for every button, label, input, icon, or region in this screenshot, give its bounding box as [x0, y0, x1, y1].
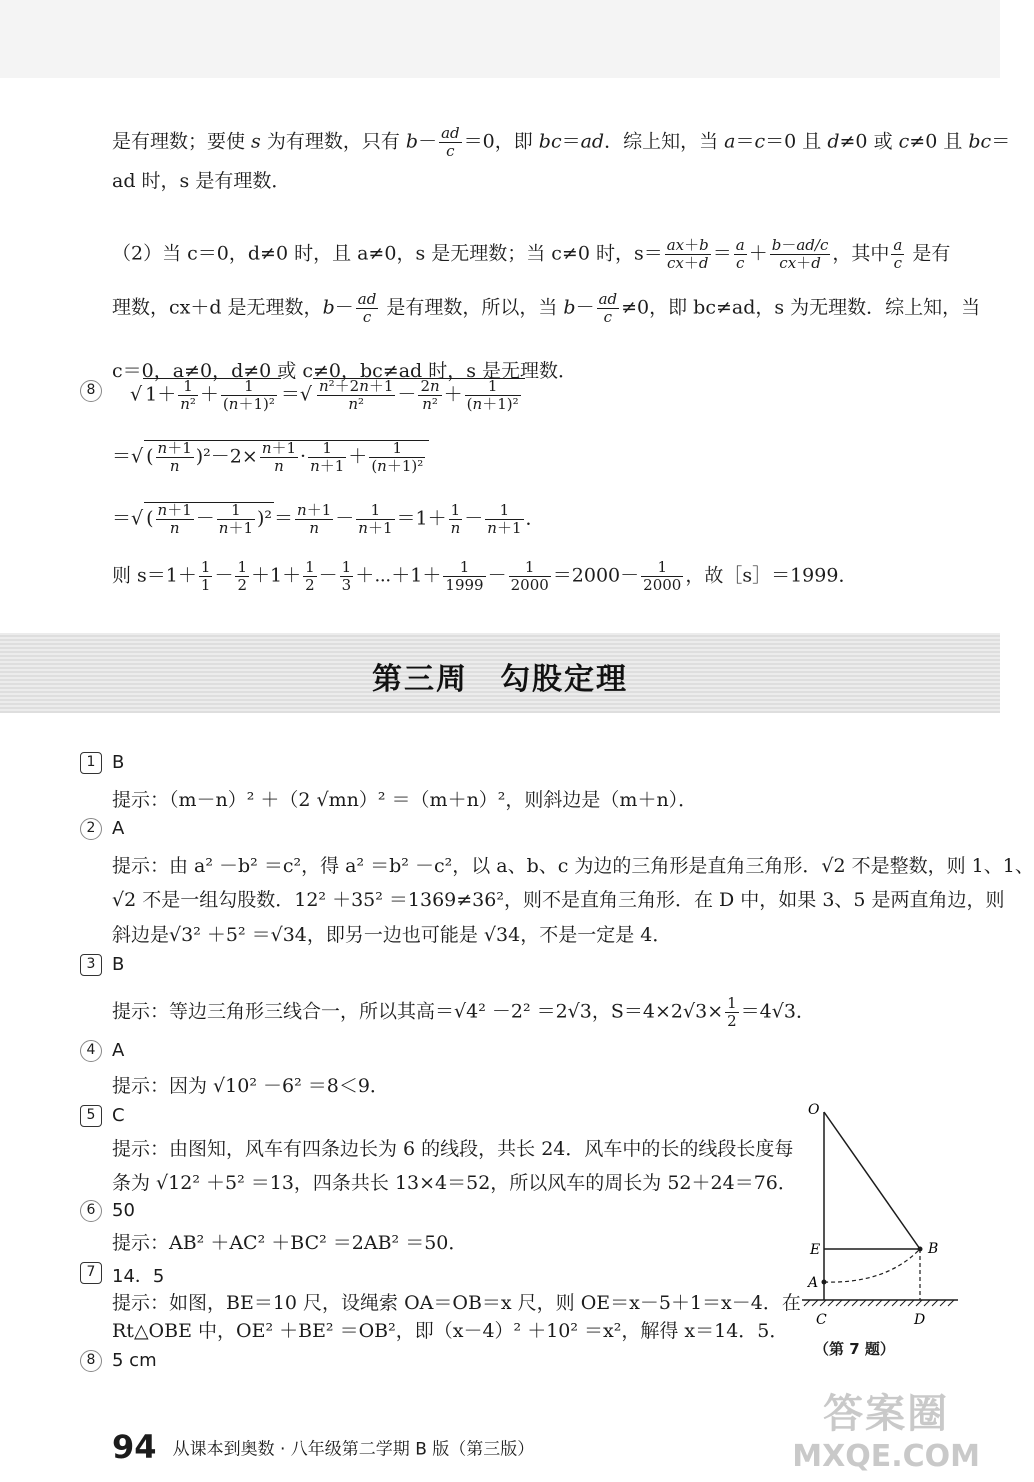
answer-5: C: [112, 1105, 125, 1126]
answer-7: 14．5: [112, 1266, 165, 1287]
answer-1: B: [112, 752, 125, 773]
answer-3: B: [112, 954, 125, 975]
hint-5-line-2: 条为 √12² ＋5² ＝13，四条共长 13×4＝52，所以风车的周长为 52＋24＝76．: [112, 1172, 797, 1194]
page-footer: [112, 1428, 534, 1466]
watermark-line-2: MXQE.COM: [792, 1439, 980, 1474]
q8-eq-line-3: ＝√ ( $\frac{n+1}{n}$ － $\frac{1}{n+1}$ )² ＝ $\frac{n+1}{n}$ － $\frac{1}{n+1}$ ＝1＋ $\frac{1}{n}$ － $\frac{1}{n+1}$ ．: [112, 501, 545, 537]
page-number: 94: [112, 1428, 157, 1466]
answer-number-2: 2: [80, 818, 102, 840]
watermark-line-1: 答案圈: [823, 1391, 950, 1437]
point-b: [918, 1247, 923, 1252]
question-number-8: 8: [80, 380, 102, 402]
part2-line-3: c＝0，a≠0，d≠0 或 c≠0，bc≠ad 时，s 是无理数．: [112, 360, 578, 382]
q8-eq-line-2: ＝√ ( $\frac{n+1}{n}$ )²－2× $\frac{n+1}{n}$ · $\frac{1}{n+1}$ ＋ $\frac{1}{\text{(n＋1)²}}$: [112, 440, 429, 474]
label-b: B: [928, 1241, 939, 1257]
answer-number-4: 4: [80, 1040, 102, 1062]
answer-6: 50: [112, 1200, 135, 1221]
label-d: D: [914, 1312, 926, 1328]
hint-7-line-2: Rt△OBE 中，OE² ＋BE² ＝OB²，即（x－4）² ＋10² ＝x²，解得 x＝14．5．: [112, 1320, 789, 1342]
label-e: E: [810, 1242, 821, 1258]
label-o: O: [808, 1102, 820, 1118]
answer-number-1: 1: [80, 752, 102, 774]
answer-number-5: 5: [80, 1105, 102, 1127]
continuation-line-2: ad 时，s 是有理数．: [112, 170, 291, 192]
answer-2: A: [112, 818, 125, 839]
point-a: [822, 1280, 827, 1285]
hint-4: 提示：因为 √10² －6² ＝8＜9．: [112, 1075, 389, 1097]
ground-hatch: [804, 1300, 954, 1306]
answer-number-7: 7: [80, 1262, 102, 1284]
continuation-line-1: 是有理数；要使 s 为有理数，只有 b－ $\frac{ad}{c}$ ＝0，即 bc＝ad．综上知，当 a＝c＝0 且 d≠0 或 c≠0 且 bc＝: [112, 124, 1011, 160]
label-a: A: [808, 1275, 819, 1291]
hint-2-line-2: √2 不是一组勾股数．12² ＋35² ＝1369≠36²，则不是直角三角形．在 D 中，如果 3、5 是两直角边，则: [112, 889, 1005, 911]
answer-8: 5 cm: [112, 1350, 157, 1371]
figure-caption: （第 7 题）: [814, 1340, 895, 1358]
answer-number-3: 3: [80, 954, 102, 976]
book-title: 从课本到奥数 · 八年级第二学期 B 版（第三版）: [172, 1439, 535, 1460]
rope-line: [824, 1112, 920, 1249]
answer-number-6: 6: [80, 1200, 102, 1222]
q8-conclusion: 则 s＝1＋ $\frac{1}{1}$ － $\frac{1}{2}$ ＋1＋ $\frac{1}{2}$ － $\frac{1}{3}$ ＋⋯＋1＋ $\frac{1}{1999}$ － $\frac{1}{2000}$ ＝2000－ $\frac{1}{2000}$ ，故［s］＝1999．: [112, 558, 858, 594]
hint-1: 提示：（m－n）² ＋（2 √mn）² ＝（m＋n）²，则斜边是（m＋n）．: [112, 789, 698, 811]
arc-dashed: [824, 1249, 920, 1282]
hint-2-line-1: 提示：由 a² －b² ＝c²，得 a² ＝b² －c²，以 a、b、c 为边的三角形是直角三角形．√2 不是整数，则 1、1、: [112, 855, 1034, 877]
watermark: [792, 1382, 980, 1474]
section-title: 第三周 勾股定理: [372, 662, 628, 697]
hint-7-line-1: 提示：如图，BE＝10 尺，设绳索 OA＝OB＝x 尺，则 OE＝x－5＋1＝x－4．在: [112, 1292, 801, 1314]
answer-4: A: [112, 1040, 125, 1061]
figure-7: [796, 1092, 966, 1332]
q8-eq-line-1: √ 1＋ $\frac{1}{\text{n²}}$ ＋ $\frac{1}{\text{(n＋1)²}}$ ＝√ $\frac{\text{n²＋2n＋1}}{\text{n²}}$ － $\frac{2n}{\text{n²}}$ ＋ $\frac{1}{\text{(n＋1)²}}$: [130, 378, 525, 412]
hint-5-line-1: 提示：由图知，风车有四条边长为 6 的线段，共长 24．风车中的长的线段长度每: [112, 1138, 794, 1160]
answer-number-8: 8: [80, 1350, 102, 1372]
hint-2-line-3: 斜边是√3² ＋5² ＝√34，即另一边也可能是 √34，不是一定是 4．: [112, 924, 672, 946]
part2-line-1: （2）当 c＝0，d≠0 时，且 a≠0，s 是无理数；当 c≠0 时，s＝ $\frac{ax+b}{cx+d}$ ＝ $\frac{a}{c}$ ＋ $\frac{b-ad/c}{cx+d}$ ，其中 $\frac{a}{c}$ 是有: [112, 236, 951, 272]
part2-line-2: 理数，cx＋d 是无理数，b－ $\frac{ad}{c}$ 是有理数，所以，当 b－ $\frac{ad}{c}$ ≠0，即 bc≠ad，s 为无理数．综上知，当: [112, 290, 981, 326]
hint-3: 提示：等边三角形三线合一，所以其高＝√4² －2² ＝2√3，S＝4×2√3× $\frac{1}{2}$ ＝4√3．: [112, 994, 815, 1030]
hint-6: 提示：AB² ＋AC² ＋BC² ＝2AB² ＝50．: [112, 1232, 468, 1254]
label-c: C: [816, 1312, 827, 1328]
top-band: [0, 0, 1000, 78]
